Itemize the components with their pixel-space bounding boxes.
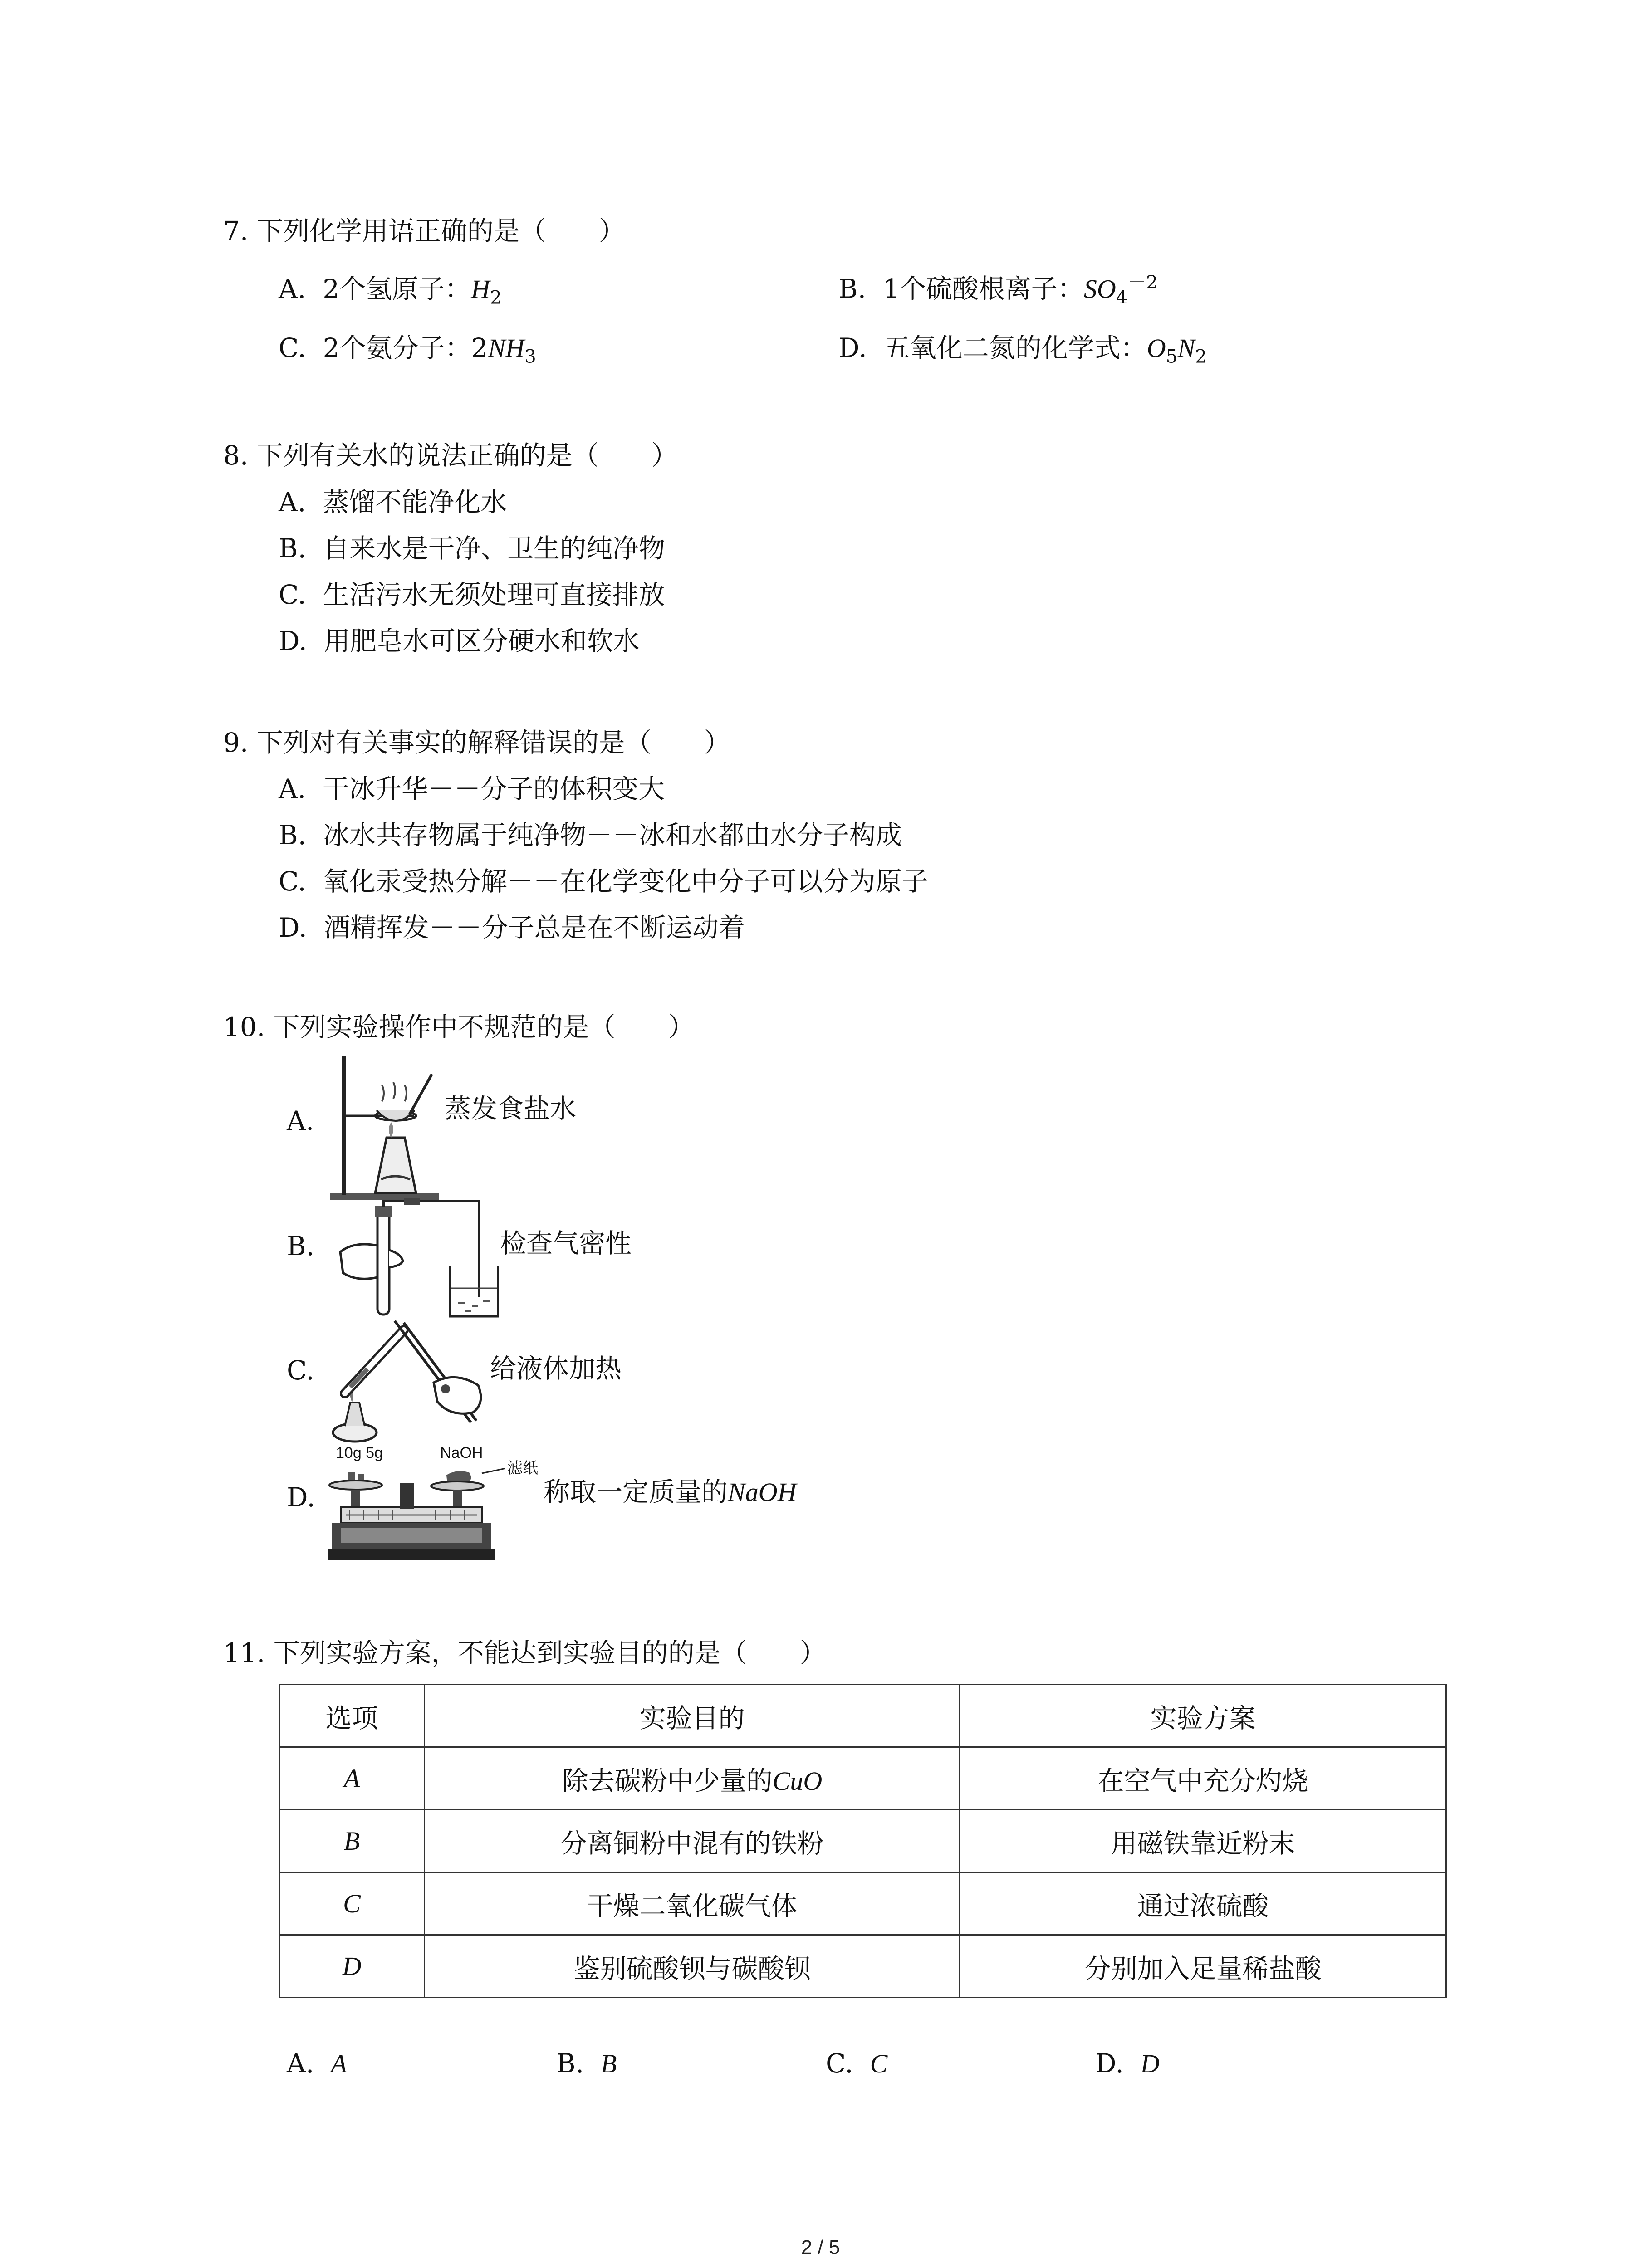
formula-subscript: 2 bbox=[1195, 345, 1207, 367]
table-cell-plan: 用磁铁靠近粉末 bbox=[960, 1810, 1446, 1872]
q9-stem: 9. 下列对有关事实的解释错误的是（ ） bbox=[223, 727, 730, 758]
q9-option-c[interactable] bbox=[279, 866, 928, 897]
table-cell-plan: 在空气中充分灼烧 bbox=[960, 1747, 1446, 1810]
q11-answer-c[interactable] bbox=[826, 2050, 887, 2077]
option-label: A. bbox=[279, 487, 306, 518]
option-text: 干冰升华－－分子的体积变大 bbox=[323, 773, 665, 804]
q7-option-d[interactable] bbox=[838, 332, 1207, 367]
table-cell-plan: 通过浓硫酸 bbox=[960, 1872, 1446, 1935]
q11-answer-a[interactable] bbox=[287, 2050, 347, 2077]
table-cell-option: D bbox=[279, 1935, 425, 1998]
option-label: B. bbox=[556, 2048, 584, 2079]
page-number: 2 / 5 bbox=[801, 2236, 840, 2258]
table-row bbox=[279, 1747, 1446, 1810]
formula: NaOH bbox=[728, 1477, 797, 1507]
q8-stem: 8. 下列有关水的说法正确的是（ ） bbox=[223, 440, 678, 471]
table-header-row bbox=[279, 1685, 1446, 1747]
table-header: 选项 bbox=[279, 1685, 425, 1747]
option-label: D. bbox=[1095, 2048, 1124, 2079]
balance-weighing-figure bbox=[328, 1444, 538, 1577]
q7-option-b[interactable] bbox=[838, 273, 1158, 307]
q11-answer-d[interactable] bbox=[1095, 2050, 1160, 2077]
formula-subscript: 4 bbox=[1116, 286, 1128, 308]
option-text: 2个氢原子： bbox=[323, 274, 471, 304]
formula-superscript: －2 bbox=[1127, 271, 1158, 293]
q10-option-c-label[interactable]: C. bbox=[287, 1355, 314, 1386]
formula: N bbox=[1177, 333, 1195, 363]
option-text: 蒸馏不能净化水 bbox=[323, 487, 507, 518]
q7-option-a[interactable] bbox=[279, 276, 502, 307]
q7-stem: 7. 下列化学用语正确的是（ ） bbox=[223, 215, 625, 246]
formula-coefficient: 2 bbox=[471, 332, 488, 363]
option-text: 五氧化二氮的化学式： bbox=[883, 332, 1147, 363]
table-header: 实验目的 bbox=[425, 1685, 960, 1747]
option-label: C. bbox=[279, 866, 306, 897]
option-value: A bbox=[331, 2049, 347, 2078]
option-text: 氧化汞受热分解－－在化学变化中分子可以分为原子 bbox=[323, 866, 928, 897]
weights-label: 10g 5g bbox=[336, 1444, 383, 1461]
option-text: 1个硫酸根离子： bbox=[882, 273, 1084, 304]
cell-text: 除去碳粉中少量的 bbox=[562, 1765, 773, 1796]
table-cell-purpose: 分离铜粉中混有的铁粉 bbox=[425, 1810, 960, 1872]
q9-option-d[interactable] bbox=[279, 914, 745, 941]
filter-paper-label: 滤纸 bbox=[507, 1460, 538, 1477]
option-label: D. bbox=[279, 626, 307, 656]
option-text: 生活污水无须处理可直接排放 bbox=[323, 579, 665, 610]
q9-option-b[interactable] bbox=[279, 822, 902, 848]
option-text: 用肥皂水可区分硬水和软水 bbox=[323, 626, 640, 656]
formula: CuO bbox=[772, 1766, 823, 1796]
option-text: 酒精挥发－－分子总是在不断运动着 bbox=[323, 912, 745, 943]
q10-option-d-label[interactable]: D. bbox=[287, 1482, 315, 1513]
table-row bbox=[279, 1872, 1446, 1935]
q10-option-c-text: 给液体加热 bbox=[490, 1353, 622, 1384]
table-row bbox=[279, 1810, 1446, 1872]
table-header: 实验方案 bbox=[960, 1685, 1446, 1747]
formula-subscript: 5 bbox=[1166, 345, 1178, 367]
q10-option-b-text: 检查气密性 bbox=[500, 1228, 632, 1259]
q10-option-d-text bbox=[544, 1476, 797, 1507]
experiment-table bbox=[279, 1684, 1447, 1998]
option-label: B. bbox=[838, 273, 867, 304]
table-cell-purpose bbox=[425, 1747, 960, 1810]
naoh-label: NaOH bbox=[440, 1444, 483, 1461]
evaporation-apparatus-figure bbox=[328, 1051, 441, 1202]
option-label: C. bbox=[279, 579, 306, 610]
q8-option-c[interactable] bbox=[279, 579, 665, 610]
option-label: A. bbox=[279, 274, 306, 304]
formula: NH bbox=[488, 333, 525, 363]
formula: H bbox=[471, 274, 490, 304]
table-cell-purpose: 鉴别硫酸钡与碳酸钡 bbox=[425, 1935, 960, 1998]
formula: SO bbox=[1083, 274, 1116, 304]
q10-option-a-text: 蒸发食盐水 bbox=[445, 1093, 577, 1124]
formula-subscript: 2 bbox=[490, 286, 502, 308]
option-label: B. bbox=[279, 820, 307, 850]
table-cell-option: A bbox=[279, 1747, 425, 1810]
option-text: 自来水是干净、卫生的纯净物 bbox=[323, 533, 665, 564]
option-label: D. bbox=[838, 332, 867, 363]
option-label: B. bbox=[279, 533, 307, 564]
q9-option-a[interactable] bbox=[279, 773, 665, 804]
formula-subscript: 3 bbox=[524, 345, 536, 367]
option-value: B bbox=[600, 2049, 617, 2078]
option-label: C. bbox=[826, 2048, 853, 2079]
q8-option-a[interactable] bbox=[279, 487, 507, 518]
table-cell-option: B bbox=[279, 1810, 425, 1872]
table-cell-option: C bbox=[279, 1872, 425, 1935]
airtightness-check-figure bbox=[336, 1198, 499, 1318]
table-cell-plan: 分别加入足量稀盐酸 bbox=[960, 1935, 1446, 1998]
option-label: A. bbox=[279, 773, 306, 804]
table-row bbox=[279, 1935, 1446, 1998]
option-value: D bbox=[1140, 2049, 1160, 2078]
option-text: 冰水共存物属于纯净物－－冰和水都由水分子构成 bbox=[323, 820, 902, 850]
q11-stem: 11. 下列实验方案，不能达到实验目的的是（ ） bbox=[223, 1637, 826, 1668]
formula: O bbox=[1146, 333, 1166, 363]
q10-option-a-label[interactable]: A. bbox=[287, 1105, 314, 1136]
q11-answer-b[interactable] bbox=[556, 2050, 617, 2077]
option-label: C. bbox=[279, 332, 306, 363]
option-label: A. bbox=[287, 2048, 314, 2079]
option-value: C bbox=[870, 2049, 888, 2078]
q10-stem: 10. 下列实验操作中不规范的是（ ） bbox=[223, 1012, 695, 1042]
heating-liquid-figure bbox=[327, 1312, 497, 1443]
option-text: 称取一定质量的 bbox=[544, 1476, 728, 1507]
q8-option-d[interactable] bbox=[279, 628, 640, 654]
q10-option-b-label[interactable]: B. bbox=[287, 1231, 315, 1261]
option-text: 2个氨分子： bbox=[323, 332, 471, 363]
option-label: D. bbox=[279, 912, 307, 943]
table-cell-purpose: 干燥二氧化碳气体 bbox=[425, 1872, 960, 1935]
q7-option-c[interactable] bbox=[279, 332, 536, 367]
q8-option-b[interactable] bbox=[279, 535, 665, 562]
